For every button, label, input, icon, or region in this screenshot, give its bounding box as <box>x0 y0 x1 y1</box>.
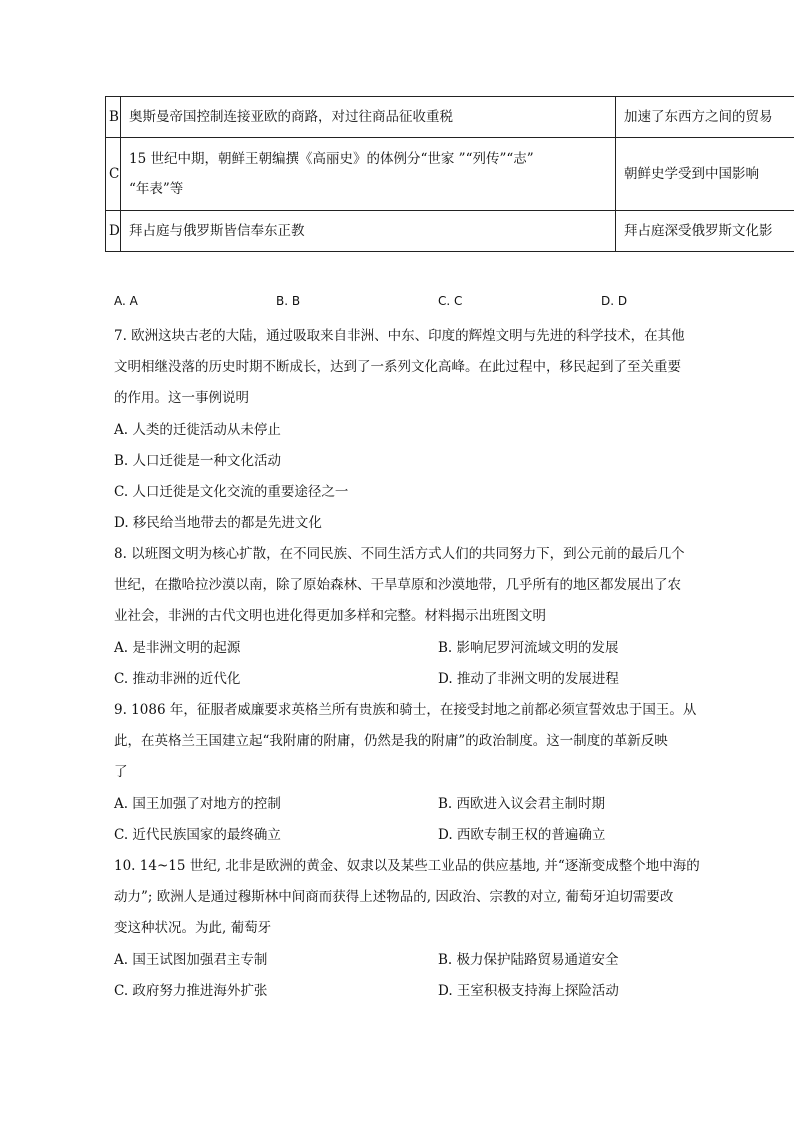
row-material <box>121 138 616 211</box>
q8-option-b[interactable]: B. 影响尼罗河流域文明的发展 <box>438 640 619 656</box>
row-material: 拜占庭与俄罗斯皆信奉东正教 <box>121 211 616 252</box>
q10-stem-line: 10. 14~15 世纪, 北非是欧洲的黄金、奴隶以及某些工业品的供应基地, 并“逐渐变成整个地中海的 <box>114 858 700 874</box>
q9-stem-line: 9. 1086 年，征服者威廉要求英格兰所有贵族和骑士，在接受封地之前都必须宣誓效忠于国王。从 <box>114 702 697 718</box>
q7-option-a[interactable]: A. 人类的迁徙活动从未停止 <box>114 422 281 438</box>
q7-option-d[interactable]: D. 移民给当地带去的都是先进文化 <box>114 515 322 531</box>
row-material: 奥斯曼帝国控制连接亚欧的商路，对过往商品征收重税 <box>121 97 616 138</box>
table-row <box>106 97 794 138</box>
q8-stem-line: 8. 以班图文明为核心扩散，在不同民族、不同生活方式人们的共同努力下，到公元前的最后几个 <box>114 546 685 562</box>
q10-stem-line: 变这种状况。为此, 葡萄牙 <box>114 920 272 936</box>
q10-option-b[interactable]: B. 极力保护陆路贸易通道安全 <box>438 952 619 968</box>
table-row <box>106 211 794 252</box>
option-b[interactable]: B. B <box>276 294 301 308</box>
q10-option-c[interactable]: C. 政府努力推进海外扩张 <box>114 983 268 999</box>
row-conclusion: 加速了东西方之间的贸易 <box>616 97 794 138</box>
row-letter: C <box>106 138 121 211</box>
q9-option-a[interactable]: A. 国王加强了对地方的控制 <box>114 796 281 812</box>
row-material-line: “年表”等 <box>129 181 184 197</box>
q8-option-a[interactable]: A. 是非洲文明的起源 <box>114 640 241 656</box>
q8-stem-line: 世纪，在撒哈拉沙漠以南，除了原始森林、干旱草原和沙漠地带，几乎所有的地区都发展出了农 <box>114 577 681 593</box>
q9-option-b[interactable]: B. 西欧进入议会君主制时期 <box>438 796 606 812</box>
q7-stem-line: 的作用。这一事例说明 <box>114 390 249 406</box>
q7-option-c[interactable]: C. 人口迁徙是文化交流的重要途径之一 <box>114 484 349 500</box>
q10-option-a[interactable]: A. 国王试图加强君主专制 <box>114 952 268 968</box>
row-conclusion: 拜占庭深受俄罗斯文化影 <box>616 211 794 252</box>
row-material-line: 15 世纪中期，朝鲜王朝编撰《高丽史》的体例分“世家 ”“列传”“志” <box>129 151 534 167</box>
row-conclusion: 朝鲜史学受到中国影响 <box>616 138 794 211</box>
option-a[interactable]: A. A <box>114 294 138 308</box>
q8-option-d[interactable]: D. 推动了非洲文明的发展进程 <box>438 671 619 687</box>
q10-option-d[interactable]: D. 王室积极支持海上探险活动 <box>438 983 619 999</box>
option-d[interactable]: D. D <box>601 294 628 308</box>
q7-stem-line: 7. 欧洲这块古老的大陆，通过吸取来自非洲、中东、印度的辉煌文明与先进的科学技术，在其他 <box>114 328 685 344</box>
q7-stem-line: 文明相继没落的历史时期不断成长，达到了一系列文化高峰。在此过程中，移民起到了至关重要 <box>114 359 681 375</box>
q9-stem-line: 了 <box>114 764 128 780</box>
q9-option-d[interactable]: D. 西欧专制王权的普遍确立 <box>438 827 606 843</box>
row-letter: B <box>106 97 121 138</box>
q8-option-c[interactable]: C. 推动非洲的近代化 <box>114 671 241 687</box>
q9-stem-line: 此，在英格兰王国建立起“我附庸的附庸，仍然是我的附庸”的政治制度。这一制度的革新反映 <box>114 733 668 749</box>
q7-option-b[interactable]: B. 人口迁徙是一种文化活动 <box>114 453 282 469</box>
q10-stem-line: 动力”; 欧洲人是通过穆斯林中间商而获得上述物品的, 因政治、宗教的对立, 葡萄牙迫切需要改 <box>114 889 674 905</box>
row-letter: D <box>106 211 121 252</box>
table-row <box>106 138 794 211</box>
q8-stem-line: 业社会，非洲的古代文明也进化得更加多样和完整。材料揭示出班图文明 <box>114 608 546 624</box>
q9-option-c[interactable]: C. 近代民族国家的最终确立 <box>114 827 281 843</box>
option-c[interactable]: C. C <box>438 294 463 308</box>
comparison-table <box>105 96 794 252</box>
